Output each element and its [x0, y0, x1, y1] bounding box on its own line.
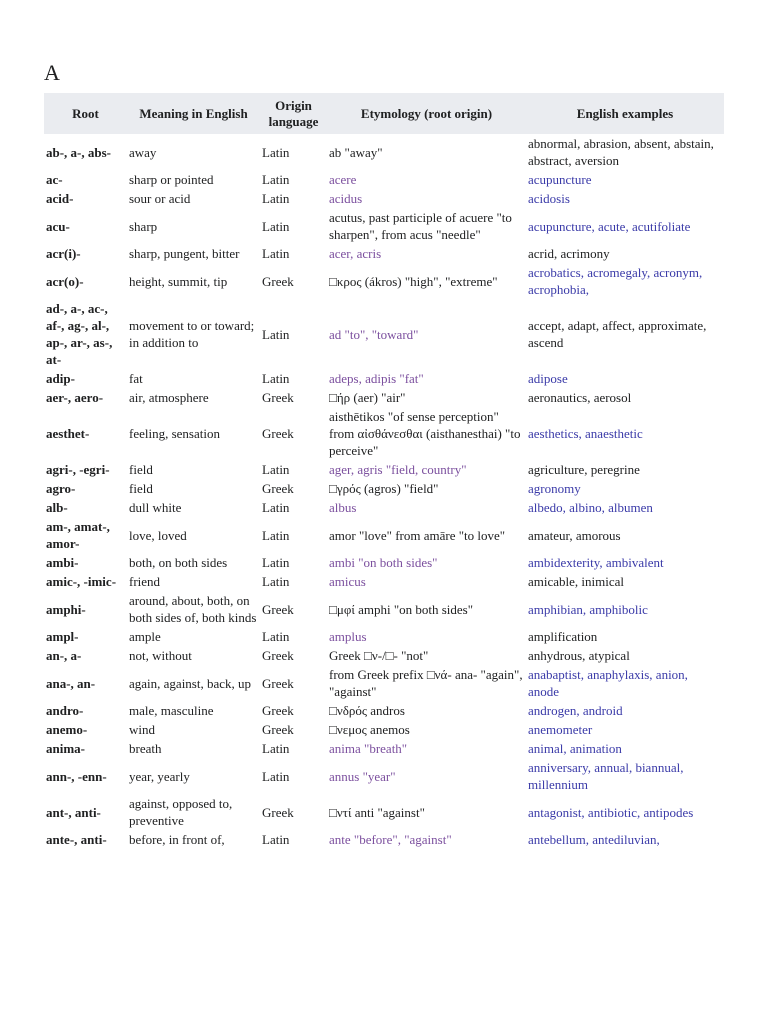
etymology-cell: □ντί anti "against": [329, 804, 425, 820]
examples-cell: aeronautics, aerosol: [528, 390, 632, 405]
origin-cell: Latin: [262, 527, 290, 543]
etymology-cell: □ήρ (aer) "air": [329, 390, 406, 405]
etymology-cell[interactable]: ambi "on both sides": [329, 555, 438, 570]
header-examples[interactable]: English examples: [526, 93, 724, 134]
etymology-cell: acutus, past participle of acuere "to sharpen", from acus "needle": [329, 210, 512, 242]
etymology-cell[interactable]: annus "year": [329, 768, 396, 784]
examples-cell: acrid, acrimony: [528, 246, 610, 261]
etymology-cell[interactable]: acere: [329, 172, 357, 187]
table-row: [44, 665, 724, 701]
origin-cell: Greek: [262, 601, 294, 617]
table-row: [44, 830, 724, 849]
origin-cell: Latin: [262, 172, 290, 187]
examples-cell[interactable]: acupuncture, acute, acutifoliate: [528, 218, 691, 234]
header-etymology[interactable]: Etymology (root origin): [327, 93, 526, 134]
examples-cell[interactable]: acidosis: [528, 191, 570, 206]
etymology-cell: □νδρός andros: [329, 703, 405, 718]
meaning-cell: ample: [129, 629, 161, 644]
etymology-cell: ab "away": [329, 144, 383, 160]
examples-cell[interactable]: antebellum, antediluvian,: [528, 832, 660, 847]
examples-cell: amicable, inimical: [528, 574, 625, 589]
table-row: [44, 498, 724, 517]
origin-cell: Latin: [262, 741, 290, 756]
examples-cell: abnormal, abrasion, absent, abstain, abstract, aversion: [528, 136, 714, 168]
origin-cell: Latin: [262, 462, 290, 477]
root-cell: acr(i)-: [46, 246, 81, 261]
root-cell: ad-, a-, ac-, af-, ag-, al-, ap-, ar-, as-, at-: [46, 301, 113, 367]
root-cell: agri-, -egri-: [46, 462, 110, 477]
root-cell: ann-, -enn-: [46, 768, 107, 784]
examples-cell: agriculture, peregrine: [528, 462, 640, 477]
examples-cell[interactable]: agronomy: [528, 481, 581, 496]
meaning-cell: fat: [129, 371, 143, 386]
table-row: [44, 369, 724, 388]
origin-cell: Greek: [262, 804, 294, 820]
origin-cell: Latin: [262, 629, 290, 644]
etymology-cell: amor "love" from amāre "to love": [329, 527, 506, 543]
table-row: [44, 479, 724, 498]
origin-cell: Latin: [262, 832, 290, 847]
origin-cell: Latin: [262, 326, 290, 342]
examples-cell[interactable]: acupuncture: [528, 172, 592, 187]
root-cell: agro-: [46, 481, 76, 496]
table-header-row: [44, 93, 724, 134]
meaning-cell: around, about, both, on both sides of, both kinds: [129, 593, 257, 625]
meaning-cell: sharp, pungent, bitter: [129, 246, 240, 261]
root-cell: andro-: [46, 703, 84, 718]
origin-cell: Greek: [262, 722, 294, 737]
header-meaning[interactable]: Meaning in English: [127, 93, 260, 134]
table-row: [44, 407, 724, 460]
etymology-cell[interactable]: ager, agris "field, country": [329, 462, 467, 477]
origin-cell: Greek: [262, 390, 294, 405]
table-row: [44, 591, 724, 627]
table-row: [44, 627, 724, 646]
origin-cell: Greek: [262, 675, 294, 691]
root-cell: anima-: [46, 741, 85, 756]
root-cell: ab-, a-, abs-: [46, 144, 112, 160]
header-root[interactable]: Root: [44, 93, 127, 134]
examples-cell[interactable]: animal, animation: [528, 741, 622, 756]
root-cell: acr(o)-: [46, 273, 84, 289]
examples-cell[interactable]: anabaptist, anaphylaxis, anion, anode: [528, 667, 688, 699]
root-cell: aer-, aero-: [46, 390, 104, 405]
examples-cell[interactable]: albedo, albino, albumen: [528, 500, 653, 515]
table-row: [44, 701, 724, 720]
etymology-cell[interactable]: acidus: [329, 191, 363, 206]
etymology-cell[interactable]: ante "before", "against": [329, 832, 452, 847]
table-row: [44, 553, 724, 572]
root-cell: alb-: [46, 500, 68, 515]
etymology-cell: aisthētikos "of sense perception" from αἰσθάνεσθαι (aisthanesthai) "to perceive": [329, 409, 521, 458]
meaning-cell: height, summit, tip: [129, 273, 228, 289]
meaning-cell: year, yearly: [129, 768, 190, 784]
meaning-cell: not, without: [129, 648, 192, 663]
table-row: [44, 189, 724, 208]
root-cell: amic-, -imic-: [46, 574, 117, 589]
table-row: [44, 388, 724, 407]
table-row: [44, 170, 724, 189]
etymology-cell: Greek □ν-/□- "not": [329, 648, 429, 663]
etymology-cell[interactable]: albus: [329, 500, 357, 515]
meaning-cell: before, in front of,: [129, 832, 225, 847]
origin-cell: Greek: [262, 273, 294, 289]
root-cell: ambi-: [46, 555, 79, 570]
table-row: [44, 720, 724, 739]
meaning-cell: dull white: [129, 500, 182, 515]
meaning-cell: feeling, sensation: [129, 426, 220, 441]
meaning-cell: again, against, back, up: [129, 675, 252, 691]
root-cell: ampl-: [46, 629, 79, 644]
etymology-cell: □γρός (agros) "field": [329, 481, 439, 496]
section-heading: A: [44, 60, 60, 85]
root-cell: ant-, anti-: [46, 804, 101, 820]
origin-cell: Greek: [262, 481, 294, 496]
examples-cell[interactable]: anniversary, annual, biannual, millennium: [528, 760, 684, 792]
examples-cell[interactable]: androgen, android: [528, 703, 623, 718]
examples-cell: amplification: [528, 629, 598, 644]
table-row: [44, 134, 724, 170]
etymology-cell[interactable]: ad "to", "toward": [329, 326, 419, 342]
origin-cell: Latin: [262, 371, 290, 386]
table-row: [44, 572, 724, 591]
root-cell: ac-: [46, 172, 63, 187]
examples-cell[interactable]: ambidexterity, ambivalent: [528, 555, 664, 570]
examples-cell[interactable]: antagonist, antibiotic, antipodes: [528, 804, 694, 820]
meaning-cell: against, opposed to, preventive: [129, 796, 233, 828]
origin-cell: Latin: [262, 246, 290, 261]
root-cell: acu-: [46, 218, 70, 234]
header-origin[interactable]: Origin language: [260, 93, 327, 134]
meaning-cell: movement to or toward; in addition to: [129, 318, 255, 350]
etymology-cell[interactable]: amplus: [329, 629, 367, 644]
table-row: [44, 794, 724, 830]
origin-cell: Greek: [262, 648, 294, 663]
examples-cell[interactable]: anemometer: [528, 722, 593, 737]
meaning-cell: away: [129, 144, 157, 160]
examples-cell: accept, adapt, affect, approximate, ascend: [528, 318, 707, 350]
examples-cell[interactable]: amphibian, amphibolic: [528, 601, 648, 617]
table-row: [44, 244, 724, 263]
meaning-cell: both, on both sides: [129, 555, 228, 570]
table-row: [44, 758, 724, 794]
origin-cell: Greek: [262, 703, 294, 718]
root-cell: adip-: [46, 371, 75, 386]
origin-cell: Latin: [262, 218, 290, 234]
etymology-cell[interactable]: anima "breath": [329, 741, 408, 756]
etymology-cell: from Greek prefix □νά- ana- "again", "against": [329, 667, 523, 699]
examples-cell[interactable]: acrobatics, acromegaly, acronym, acrophobia,: [528, 265, 703, 297]
meaning-cell: sour or acid: [129, 191, 191, 206]
etymology-cell[interactable]: adeps, adipis "fat": [329, 371, 424, 386]
origin-cell: Latin: [262, 144, 290, 160]
meaning-cell: wind: [129, 722, 155, 737]
examples-cell[interactable]: adipose: [528, 371, 568, 386]
root-cell: amphi-: [46, 601, 86, 617]
table-row: [44, 739, 724, 758]
etymology-cell[interactable]: amicus: [329, 574, 366, 589]
root-cell: ana-, an-: [46, 675, 96, 691]
table-row: [44, 517, 724, 553]
table-row: [44, 299, 724, 369]
meaning-cell: field: [129, 481, 153, 496]
table-row: [44, 460, 724, 479]
meaning-cell: air, atmosphere: [129, 390, 209, 405]
root-cell: am-, amat-, amor-: [46, 519, 110, 551]
root-cell: acid-: [46, 191, 74, 206]
meaning-cell: male, masculine: [129, 703, 214, 718]
etymology-cell: □κρος (ákros) "high", "extreme": [329, 273, 498, 289]
root-cell: ante-, anti-: [46, 832, 107, 847]
origin-cell: Greek: [262, 426, 294, 441]
origin-cell: Latin: [262, 555, 290, 570]
root-cell: aesthet-: [46, 426, 90, 441]
table-row: [44, 263, 724, 299]
table-row: [44, 208, 724, 244]
etymology-cell: □μφί amphi "on both sides": [329, 601, 474, 617]
examples-cell: amateur, amorous: [528, 527, 621, 543]
root-cell: an-, a-: [46, 648, 82, 663]
etymology-cell[interactable]: acer, acris: [329, 246, 382, 261]
examples-cell: anhydrous, atypical: [528, 648, 630, 663]
meaning-cell: friend: [129, 574, 161, 589]
meaning-cell: breath: [129, 741, 162, 756]
meaning-cell: field: [129, 462, 153, 477]
meaning-cell: love, loved: [129, 527, 187, 543]
meaning-cell: sharp or pointed: [129, 172, 214, 187]
origin-cell: Latin: [262, 191, 290, 206]
etymology-cell: □νεμος anemos: [329, 722, 410, 737]
root-cell: anemo-: [46, 722, 88, 737]
origin-cell: Latin: [262, 768, 290, 784]
roots-table: [44, 93, 724, 849]
examples-cell[interactable]: aesthetics, anaesthetic: [528, 426, 643, 441]
table-row: [44, 646, 724, 665]
origin-cell: Latin: [262, 574, 290, 589]
origin-cell: Latin: [262, 500, 290, 515]
meaning-cell: sharp: [129, 218, 158, 234]
